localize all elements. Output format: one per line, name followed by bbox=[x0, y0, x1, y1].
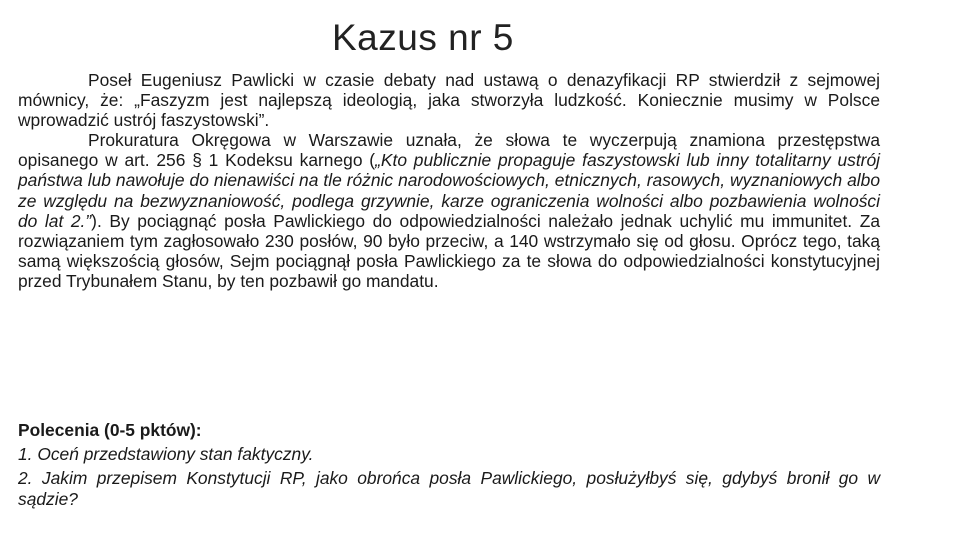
case-description bbox=[18, 70, 880, 291]
tasks-heading: Polecenia (0-5 pktów): bbox=[18, 420, 202, 440]
task-item-1: 1. Oceń przedstawiony stan faktyczny. bbox=[18, 444, 314, 464]
task-item-2: 2. Jakim przepisem Konstytucji RP, jako obrońca posła Pawlickiego, posłużyłbyś się, gdybyś bronił go w sądzie? bbox=[18, 468, 880, 509]
prosecution-text-start: Prokuratura Okręgowa w Warszawie uznała, że słowa te wyczerpują znamiona przestępstwa opisanego w art. 256 § 1 Kodeksu karnego ( bbox=[18, 130, 880, 171]
paragraph-prosecution bbox=[18, 130, 880, 291]
slide-title: Kazus nr 5 bbox=[332, 17, 514, 58]
paragraph-statement: Poseł Eugeniusz Pawlicki w czasie debaty nad ustawą o denazyfikacji RP stwierdził z sejmowej mównicy, że: „Faszyzm jest najlepszą ideologią, jaka stworzyła ludzkość. Koniecznie musimy w Polsce wprowadzić ustrój faszystowski”. bbox=[18, 70, 880, 131]
tasks-section bbox=[18, 420, 880, 513]
criminal-code-quote: „Kto publicznie propaguje faszystowski lub inny totalitarny ustrój państwa lub nawołuje do nienawiści na tle różnic narodowościowych, etnicznych, rasowych, wyznaniowych albo ze względu na bezwyznaniowość, podlega grzywnie, karze ograniczenia wolności albo pozbawienia wolności do lat 2.” bbox=[18, 150, 880, 231]
prosecution-text-end: ). By pociągnąć posła Pawlickiego do odpowiedzialności należało jednak uchylić mu immunitet. Za rozwiązaniem tym zagłosowało 230 posłów, 90 było przeciw, a 140 wstrzymało się od głosu. Oprócz tego, taką samą większością głosów, Sejm pociągnął posła Pawlickiego za te słowa do odpowiedzialności konstytucyjnej przed Trybunałem Stanu, by ten pozbawił go mandatu. bbox=[18, 210, 880, 291]
